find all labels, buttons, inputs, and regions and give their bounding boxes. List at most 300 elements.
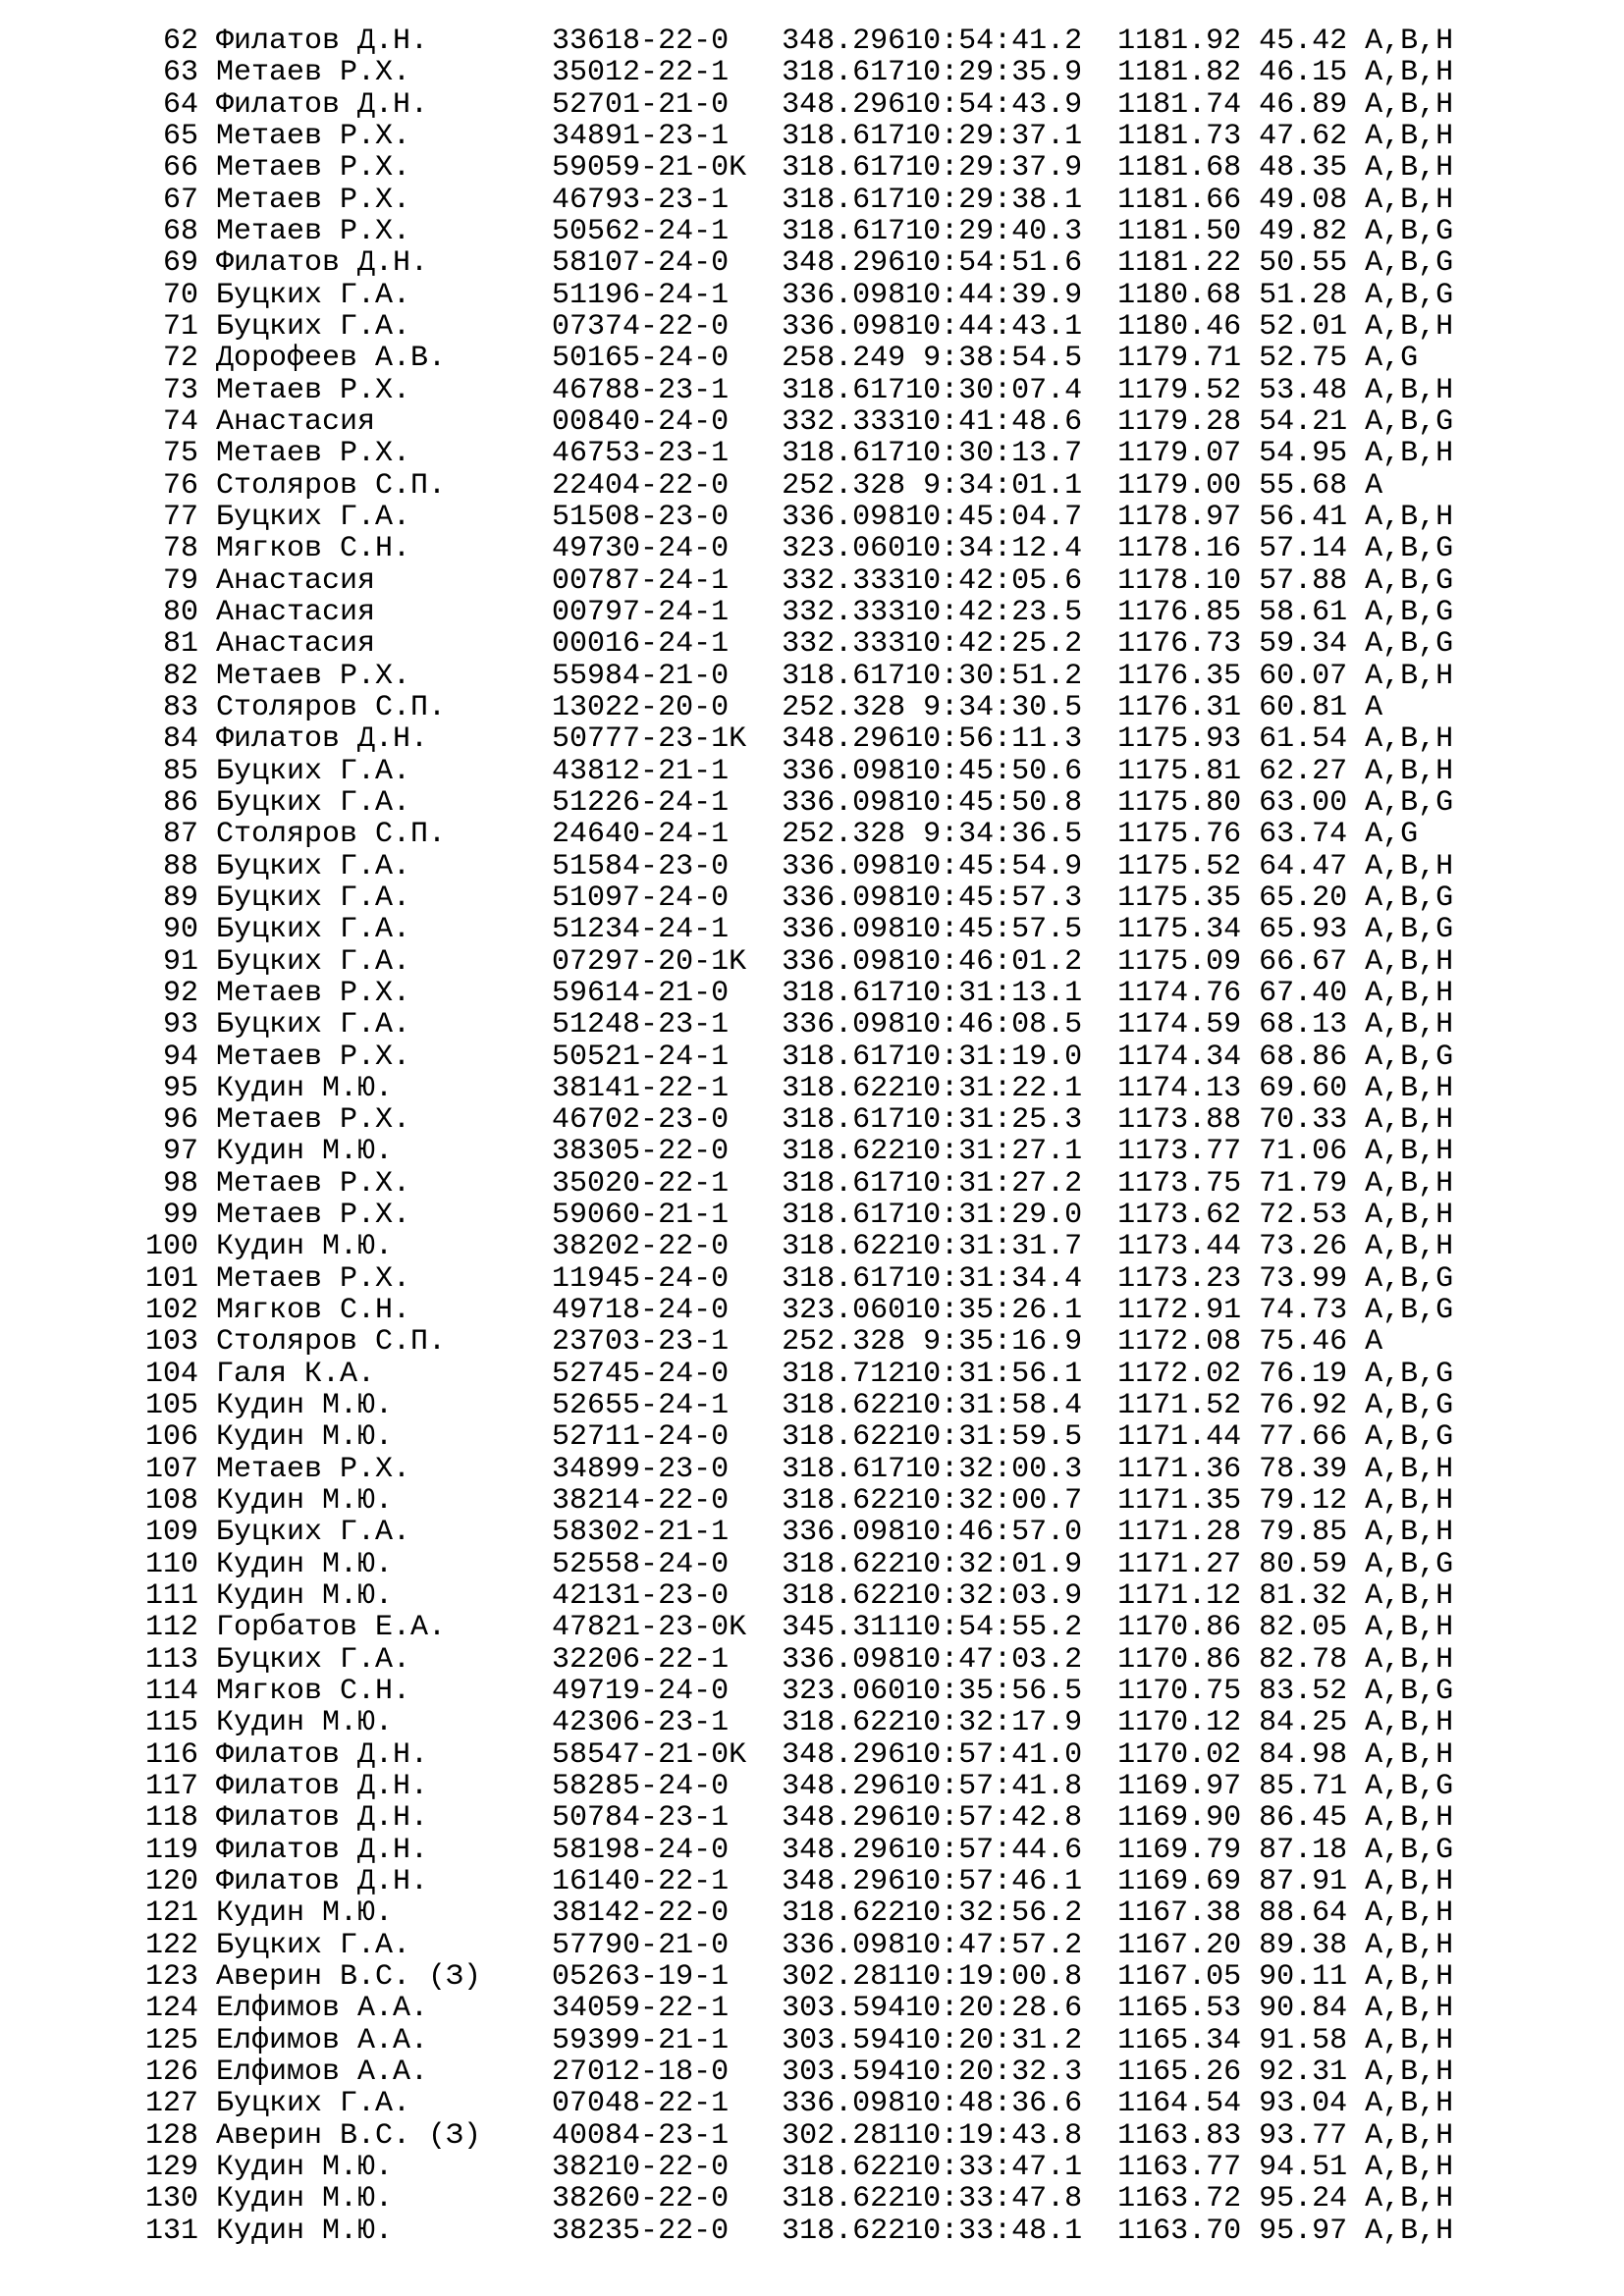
time-cell: 10:33:47.1 (905, 2150, 1083, 2184)
table-row (145, 1897, 1453, 1929)
points-cell: 1175.76 (1117, 818, 1242, 852)
gap-cell: 66.67 (1259, 944, 1348, 979)
flags-cell: A,B,G (1365, 595, 1454, 629)
time-cell: 10:29:37.9 (905, 151, 1083, 186)
table-row (145, 470, 1453, 502)
time-cell: 10:35:56.5 (905, 1675, 1083, 1709)
flags-cell: A,B,G (1365, 785, 1454, 820)
rank-cell: 76 (162, 468, 198, 503)
table-row (145, 1200, 1453, 1231)
value-cell: 336.098 (782, 2087, 906, 2121)
points-cell: 1169.90 (1117, 1801, 1242, 1836)
name-cell: Метаев Р.Х. (216, 1103, 411, 1138)
code-cell: 40084-23-1 (552, 2118, 730, 2153)
flags-cell: A,B,H (1365, 1737, 1454, 1772)
rank-cell: 92 (162, 976, 198, 1010)
time-cell: 10:45:57.3 (905, 881, 1083, 915)
code-cell: 43812-21-1 (552, 754, 730, 788)
name-cell: Мягков С.Н. (216, 1294, 411, 1328)
table-row (145, 1485, 1453, 1517)
gap-cell: 83.52 (1259, 1675, 1348, 1709)
rank-cell: 131 (145, 2214, 199, 2248)
rank-cell: 69 (162, 246, 198, 281)
points-cell: 1169.69 (1117, 1865, 1242, 1899)
gap-cell: 64.47 (1259, 849, 1348, 883)
value-cell: 318.617 (782, 183, 906, 217)
time-cell: 10:29:35.9 (905, 56, 1083, 90)
value-cell: 318.622 (782, 1706, 906, 1740)
value-cell: 318.617 (782, 56, 906, 90)
value-cell: 348.296 (782, 1865, 906, 1899)
points-cell: 1173.62 (1117, 1199, 1242, 1233)
time-cell: 10:33:48.1 (905, 2214, 1083, 2248)
time-cell: 10:45:57.5 (905, 913, 1083, 947)
table-row (145, 1644, 1453, 1676)
table-row (145, 1930, 1453, 1961)
points-cell: 1175.35 (1117, 881, 1242, 915)
value-cell: 318.622 (782, 1135, 906, 1169)
flags-cell: A,B,H (1365, 1865, 1454, 1899)
rank-cell: 109 (145, 1516, 199, 1550)
flags-cell: A,B,G (1365, 1420, 1454, 1455)
name-cell: Филатов Д.Н. (216, 25, 429, 58)
gap-cell: 90.84 (1259, 1992, 1348, 2026)
value-cell: 323.060 (782, 532, 906, 566)
code-cell: 58302-21-1 (552, 1516, 730, 1550)
table-row (145, 946, 1453, 978)
value-cell: 318.622 (782, 1389, 906, 1423)
value-cell: 318.617 (782, 1040, 906, 1074)
name-cell: Столяров С.П. (216, 690, 447, 724)
code-cell: 51508-23-0 (552, 500, 730, 534)
flags-cell: A,B,G (1365, 1357, 1454, 1391)
points-cell: 1179.00 (1117, 468, 1242, 503)
value-cell: 336.098 (782, 309, 906, 344)
rank-cell: 108 (145, 1484, 199, 1519)
name-cell: Елфимов А.А. (216, 2056, 429, 2089)
table-row (145, 692, 1453, 723)
table-row (145, 1009, 1453, 1041)
flags-cell: A,B,G (1365, 404, 1454, 439)
table-row (145, 819, 1453, 850)
value-cell: 348.296 (782, 1770, 906, 1804)
points-cell: 1171.28 (1117, 1516, 1242, 1550)
rank-cell: 123 (145, 1960, 199, 1995)
code-cell: 33618-22-0 (552, 25, 730, 58)
flags-cell: A (1365, 1325, 1383, 1360)
points-cell: 1173.75 (1117, 1166, 1242, 1201)
rank-cell: 74 (162, 404, 198, 439)
code-cell: 38235-22-0 (552, 2214, 730, 2248)
rank-cell: 90 (162, 913, 198, 947)
rank-cell: 98 (162, 1166, 198, 1201)
gap-cell: 73.26 (1259, 1230, 1348, 1264)
name-cell: Буцких Г.А. (216, 1516, 411, 1550)
table-row (145, 882, 1453, 914)
rank-cell: 85 (162, 754, 198, 788)
flags-cell: A,B,H (1365, 437, 1454, 471)
value-cell: 318.617 (782, 119, 906, 153)
flags-cell: A,B,G (1365, 913, 1454, 947)
points-cell: 1181.82 (1117, 56, 1242, 90)
gap-cell: 84.25 (1259, 1706, 1348, 1740)
value-cell: 252.328 (782, 1325, 906, 1360)
name-cell: Буцких Г.А. (216, 2087, 411, 2121)
table-row (145, 1612, 1453, 1643)
time-cell: 10:42:05.6 (905, 563, 1083, 598)
code-cell: 38305-22-0 (552, 1135, 730, 1169)
gap-cell: 93.77 (1259, 2118, 1348, 2153)
name-cell: Буцких Г.А. (216, 309, 411, 344)
points-cell: 1174.76 (1117, 976, 1242, 1010)
time-cell: 10:29:38.1 (905, 183, 1083, 217)
gap-cell: 84.98 (1259, 1737, 1348, 1772)
name-cell: Анастасия (216, 595, 376, 629)
code-cell: 46793-23-1 (552, 183, 730, 217)
time-cell: 10:31:27.2 (905, 1166, 1083, 1201)
code-cell: 52711-24-0 (552, 1420, 730, 1455)
rank-cell: 104 (145, 1357, 199, 1391)
table-row (145, 1136, 1453, 1167)
value-cell: 336.098 (782, 1008, 906, 1042)
table-row (145, 628, 1453, 660)
gap-cell: 79.85 (1259, 1516, 1348, 1550)
table-row (145, 375, 1453, 406)
gap-cell: 85.71 (1259, 1770, 1348, 1804)
value-cell: 348.296 (782, 1737, 906, 1772)
flags-cell: A,B,H (1365, 1103, 1454, 1138)
value-cell: 332.333 (782, 595, 906, 629)
code-cell: 07048-22-1 (552, 2087, 730, 2121)
name-cell: Метаев Р.Х. (216, 183, 411, 217)
code-cell: 52558-24-0 (552, 1547, 730, 1581)
name-cell: Кудин М.Ю. (216, 1135, 394, 1169)
time-cell: 10:32:17.9 (905, 1706, 1083, 1740)
points-cell: 1179.52 (1117, 373, 1242, 407)
rank-cell: 65 (162, 119, 198, 153)
code-cell: 38214-22-0 (552, 1484, 730, 1519)
gap-cell: 87.91 (1259, 1865, 1348, 1899)
rank-cell: 103 (145, 1325, 199, 1360)
rank-cell: 97 (162, 1135, 198, 1169)
flags-cell: A,B,G (1365, 1294, 1454, 1328)
time-cell: 9:34:36.5 (923, 818, 1083, 852)
value-cell: 318.617 (782, 1452, 906, 1486)
gap-cell: 45.42 (1259, 25, 1348, 58)
name-cell: Мягков С.Н. (216, 1675, 411, 1709)
table-row (145, 89, 1453, 121)
table-row (145, 756, 1453, 787)
time-cell: 10:57:44.6 (905, 1833, 1083, 1867)
gap-cell: 49.08 (1259, 183, 1348, 217)
code-cell: 07374-22-0 (552, 309, 730, 344)
code-cell: 42306-23-1 (552, 1706, 730, 1740)
time-cell: 10:46:57.0 (905, 1516, 1083, 1550)
gap-cell: 54.95 (1259, 437, 1348, 471)
code-cell: 50521-24-1 (552, 1040, 730, 1074)
flags-cell: A,B,H (1365, 1992, 1454, 2026)
value-cell: 318.622 (782, 1420, 906, 1455)
gap-cell: 76.92 (1259, 1389, 1348, 1423)
time-cell: 10:19:00.8 (905, 1960, 1083, 1995)
gap-cell: 60.07 (1259, 659, 1348, 693)
time-cell: 10:20:28.6 (905, 1992, 1083, 2026)
gap-cell: 55.68 (1259, 468, 1348, 503)
table-row (145, 1390, 1453, 1421)
rank-cell: 120 (145, 1865, 199, 1899)
table-row (145, 502, 1453, 533)
name-cell: Буцких Г.А. (216, 881, 411, 915)
code-cell: 00787-24-1 (552, 563, 730, 598)
points-cell: 1171.12 (1117, 1579, 1242, 1614)
code-cell: 38260-22-0 (552, 2182, 730, 2216)
value-cell: 345.311 (782, 1611, 906, 1645)
points-cell: 1165.26 (1117, 2056, 1242, 2089)
gap-cell: 73.99 (1259, 1261, 1348, 1296)
flags-cell: A,B,H (1365, 944, 1454, 979)
code-cell: 46753-23-1 (552, 437, 730, 471)
points-cell: 1171.44 (1117, 1420, 1242, 1455)
name-cell: Кудин М.Ю. (216, 1547, 394, 1581)
value-cell: 318.622 (782, 1484, 906, 1519)
gap-cell: 63.00 (1259, 785, 1348, 820)
code-cell: 34891-23-1 (552, 119, 730, 153)
code-cell: 47821-23-0K (552, 1611, 747, 1645)
time-cell: 10:31:25.3 (905, 1103, 1083, 1138)
name-cell: Филатов Д.Н. (216, 722, 429, 757)
name-cell: Аверин В.С. (З) (216, 2118, 482, 2153)
value-cell: 318.617 (782, 1103, 906, 1138)
code-cell: 49730-24-0 (552, 532, 730, 566)
value-cell: 303.594 (782, 2023, 906, 2057)
time-cell: 10:42:25.2 (905, 627, 1083, 662)
value-cell: 332.333 (782, 627, 906, 662)
name-cell: Буцких Г.А. (216, 785, 411, 820)
name-cell: Кудин М.Ю. (216, 1706, 394, 1740)
gap-cell: 76.19 (1259, 1357, 1348, 1391)
name-cell: Буцких Г.А. (216, 944, 411, 979)
gap-cell: 65.93 (1259, 913, 1348, 947)
value-cell: 252.328 (782, 468, 906, 503)
points-cell: 1176.85 (1117, 595, 1242, 629)
time-cell: 10:45:50.6 (905, 754, 1083, 788)
time-cell: 10:57:42.8 (905, 1801, 1083, 1836)
rank-cell: 96 (162, 1103, 198, 1138)
name-cell: Филатов Д.Н. (216, 1865, 429, 1899)
value-cell: 336.098 (782, 944, 906, 979)
flags-cell: A,B,H (1365, 309, 1454, 344)
rank-cell: 115 (145, 1706, 199, 1740)
flags-cell: A,B,G (1365, 1547, 1454, 1581)
flags-cell: A,B,H (1365, 500, 1454, 534)
points-cell: 1165.34 (1117, 2023, 1242, 2057)
code-cell: 51234-24-1 (552, 913, 730, 947)
name-cell: Метаев Р.Х. (216, 1199, 411, 1233)
value-cell: 348.296 (782, 1833, 906, 1867)
name-cell: Метаев Р.Х. (216, 373, 411, 407)
rank-cell: 101 (145, 1261, 199, 1296)
name-cell: Метаев Р.Х. (216, 1452, 411, 1486)
name-cell: Буцких Г.А. (216, 278, 411, 312)
points-cell: 1179.71 (1117, 342, 1242, 376)
points-cell: 1181.68 (1117, 151, 1242, 186)
name-cell: Филатов Д.Н. (216, 1737, 429, 1772)
points-cell: 1171.36 (1117, 1452, 1242, 1486)
time-cell: 9:34:30.5 (923, 690, 1083, 724)
table-row (145, 565, 1453, 597)
value-cell: 336.098 (782, 1516, 906, 1550)
gap-cell: 88.64 (1259, 1896, 1348, 1931)
name-cell: Елфимов А.А. (216, 2023, 429, 2057)
points-cell: 1178.16 (1117, 532, 1242, 566)
value-cell: 318.617 (782, 659, 906, 693)
value-cell: 332.333 (782, 563, 906, 598)
value-cell: 348.296 (782, 25, 906, 58)
name-cell: Столяров С.П. (216, 1325, 447, 1360)
table-row (145, 1993, 1453, 2024)
value-cell: 318.617 (782, 1166, 906, 1201)
rank-cell: 63 (162, 56, 198, 90)
table-row (145, 2056, 1453, 2088)
gap-cell: 86.45 (1259, 1801, 1348, 1836)
table-row (145, 1104, 1453, 1136)
rank-cell: 75 (162, 437, 198, 471)
value-cell: 303.594 (782, 2056, 906, 2089)
points-cell: 1163.83 (1117, 2118, 1242, 2153)
points-cell: 1167.20 (1117, 1928, 1242, 1962)
rank-cell: 112 (145, 1611, 199, 1645)
code-cell: 59399-21-1 (552, 2023, 730, 2057)
code-cell: 38141-22-1 (552, 1071, 730, 1105)
rank-cell: 124 (145, 1992, 199, 2026)
points-cell: 1172.02 (1117, 1357, 1242, 1391)
gap-cell: 50.55 (1259, 246, 1348, 281)
value-cell: 336.098 (782, 278, 906, 312)
value-cell: 318.617 (782, 151, 906, 186)
rank-cell: 121 (145, 1896, 199, 1931)
code-cell: 35020-22-1 (552, 1166, 730, 1201)
points-cell: 1175.80 (1117, 785, 1242, 820)
rank-cell: 117 (145, 1770, 199, 1804)
value-cell: 318.622 (782, 1547, 906, 1581)
time-cell: 10:31:27.1 (905, 1135, 1083, 1169)
table-row (145, 311, 1453, 343)
flags-cell: A,B,H (1365, 754, 1454, 788)
value-cell: 348.296 (782, 246, 906, 281)
gap-cell: 59.34 (1259, 627, 1348, 662)
table-row (145, 343, 1453, 374)
name-cell: Анастасия (216, 563, 376, 598)
name-cell: Столяров С.П. (216, 468, 447, 503)
value-cell: 323.060 (782, 1294, 906, 1328)
flags-cell: A,B,H (1365, 1166, 1454, 1201)
flags-cell: A,B,G (1365, 1770, 1454, 1804)
points-cell: 1175.52 (1117, 849, 1242, 883)
points-cell: 1172.91 (1117, 1294, 1242, 1328)
points-cell: 1180.46 (1117, 309, 1242, 344)
rank-cell: 81 (162, 627, 198, 662)
name-cell: Кудин М.Ю. (216, 1484, 394, 1519)
table-row (145, 851, 1453, 882)
table-row (145, 1739, 1453, 1771)
table-row (145, 1707, 1453, 1738)
code-cell: 59614-21-0 (552, 976, 730, 1010)
rank-cell: 87 (162, 818, 198, 852)
time-cell: 10:29:40.3 (905, 214, 1083, 248)
rank-cell: 99 (162, 1199, 198, 1233)
gap-cell: 61.54 (1259, 722, 1348, 757)
flags-cell: A,B,G (1365, 214, 1454, 248)
flags-cell: A,B,H (1365, 1801, 1454, 1836)
value-cell: 336.098 (782, 881, 906, 915)
value-cell: 336.098 (782, 500, 906, 534)
table-row (145, 2183, 1453, 2215)
time-cell: 10:45:50.8 (905, 785, 1083, 820)
gap-cell: 62.27 (1259, 754, 1348, 788)
points-cell: 1167.38 (1117, 1896, 1242, 1931)
time-cell: 10:41:48.6 (905, 404, 1083, 439)
flags-cell: A,B,H (1365, 2087, 1454, 2121)
code-cell: 00016-24-1 (552, 627, 730, 662)
time-cell: 10:19:43.8 (905, 2118, 1083, 2153)
gap-cell: 46.89 (1259, 87, 1348, 122)
time-cell: 10:29:37.1 (905, 119, 1083, 153)
table-row (145, 1454, 1453, 1485)
gap-cell: 70.33 (1259, 1103, 1348, 1138)
time-cell: 9:35:16.9 (923, 1325, 1083, 1360)
time-cell: 10:47:57.2 (905, 1928, 1083, 1962)
rank-cell: 127 (145, 2087, 199, 2121)
gap-cell: 54.21 (1259, 404, 1348, 439)
code-cell: 51248-23-1 (552, 1008, 730, 1042)
code-cell: 38142-22-0 (552, 1896, 730, 1931)
code-cell: 34059-22-1 (552, 1992, 730, 2026)
value-cell: 323.060 (782, 1675, 906, 1709)
time-cell: 10:57:41.8 (905, 1770, 1083, 1804)
table-row (145, 2216, 1453, 2247)
name-cell: Метаев Р.Х. (216, 214, 411, 248)
flags-cell: A,B,H (1365, 25, 1454, 58)
name-cell: Филатов Д.Н. (216, 87, 429, 122)
gap-cell: 56.41 (1259, 500, 1348, 534)
gap-cell: 82.78 (1259, 1642, 1348, 1677)
gap-cell: 71.06 (1259, 1135, 1348, 1169)
code-cell: 49719-24-0 (552, 1675, 730, 1709)
rank-cell: 102 (145, 1294, 199, 1328)
rank-cell: 126 (145, 2056, 199, 2089)
code-cell: 52745-24-0 (552, 1357, 730, 1391)
table-row (145, 406, 1453, 438)
time-cell: 10:35:26.1 (905, 1294, 1083, 1328)
flags-cell: A,B,H (1365, 2182, 1454, 2216)
value-cell: 348.296 (782, 1801, 906, 1836)
rank-cell: 89 (162, 881, 198, 915)
name-cell: Буцких Г.А. (216, 1928, 411, 1962)
rank-cell: 79 (162, 563, 198, 598)
time-cell: 10:32:00.3 (905, 1452, 1083, 1486)
code-cell: 55984-21-0 (552, 659, 730, 693)
table-row (145, 661, 1453, 692)
points-cell: 1173.44 (1117, 1230, 1242, 1264)
time-cell: 10:45:54.9 (905, 849, 1083, 883)
code-cell: 58285-24-0 (552, 1770, 730, 1804)
flags-cell: A,B,H (1365, 976, 1454, 1010)
value-cell: 318.617 (782, 1261, 906, 1296)
value-cell: 318.622 (782, 2214, 906, 2248)
time-cell: 10:54:41.2 (905, 25, 1083, 58)
flags-cell: A,B,H (1365, 1960, 1454, 1995)
rank-cell: 86 (162, 785, 198, 820)
